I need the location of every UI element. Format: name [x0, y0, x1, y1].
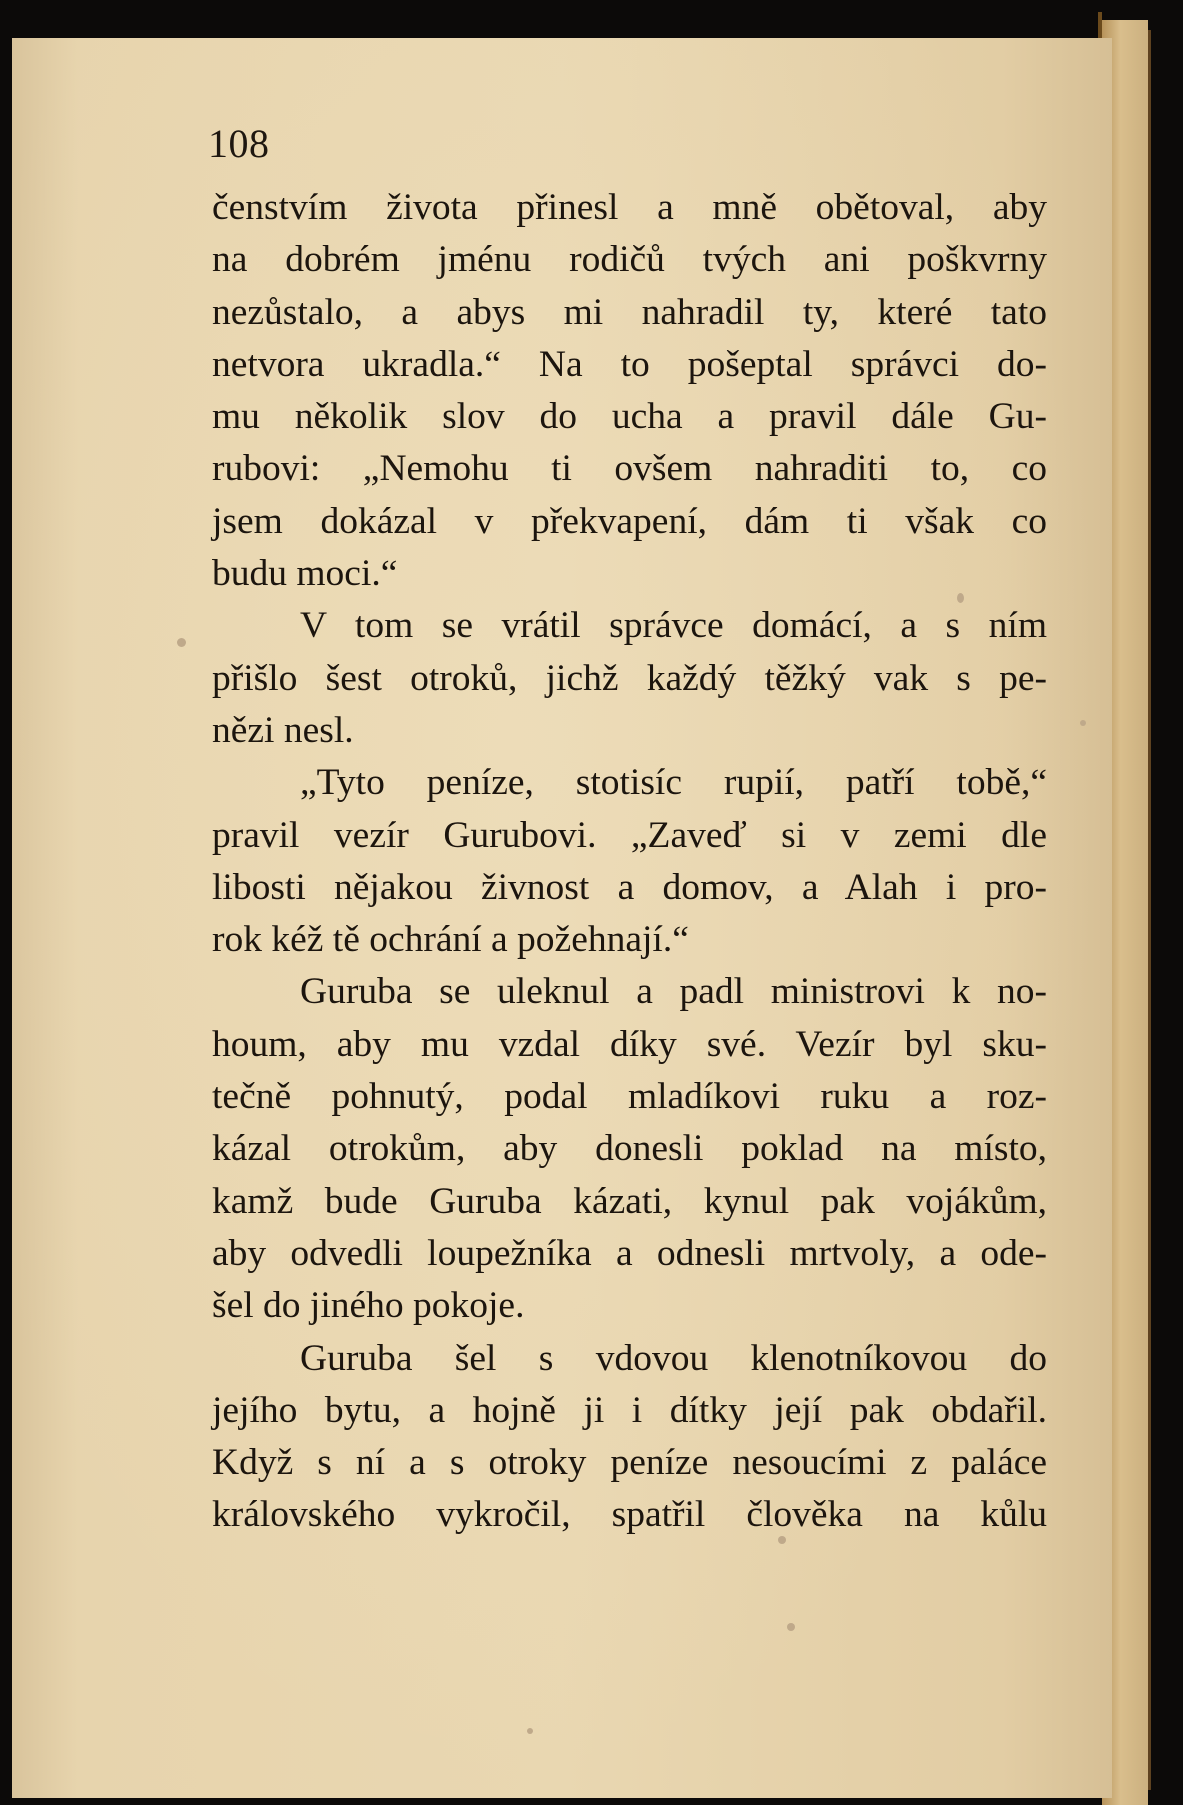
text-line: houm, aby mu vzdal díky své. Vezír byl sku- — [212, 1023, 1047, 1065]
text-line: nezůstalo, a abys mi nahradil ty, které tato — [212, 291, 1047, 333]
text-line: pravil vezír Gurubovi. „Zaveď si v zemi dle — [212, 814, 1047, 856]
text-line: rubovi: „Nemohu ti ovšem nahraditi to, co — [212, 448, 1047, 490]
text-line: jsem dokázal v překvapení, dám ti však co — [212, 500, 1047, 542]
text-line: královského vykročil, spatřil člověka na kůlu — [212, 1494, 1047, 1536]
text-line: kamž bude Guruba kázati, kynul pak vojákům, — [212, 1180, 1047, 1222]
text-line: čenstvím života přinesl a mně obětoval, aby — [212, 187, 1047, 228]
text-line: budu moci.“ — [212, 553, 398, 595]
text-line: Guruba se uleknul a padl ministrovi k no- — [300, 971, 1047, 1013]
paper-speck — [527, 1728, 533, 1734]
body-text — [212, 182, 1047, 1542]
page-number: 108 — [208, 121, 270, 166]
paper-speck — [1080, 720, 1086, 726]
text-line: netvora ukradla.“ Na to pošeptal správci do- — [212, 343, 1047, 385]
paper-speck — [177, 638, 186, 647]
text-line: rok kéž tě ochrání a požehnají.“ — [212, 919, 689, 961]
text-line: na dobrém jménu rodičů tvých ani poškvrny — [212, 239, 1047, 281]
paper-speck — [787, 1623, 795, 1631]
page-gutter-outer — [1148, 30, 1151, 1790]
text-line: V tom se vrátil správce domácí, a s ním — [300, 605, 1047, 647]
text-line: Guruba šel s vdovou klenotníkovou do — [300, 1337, 1047, 1379]
text-line: tečně pohnutý, podal mladíkovi ruku a roz- — [212, 1076, 1047, 1118]
text-line: Když s ní a s otroky peníze nesoucími z paláce — [212, 1442, 1047, 1484]
text-line: „Tyto peníze, stotisíc rupií, patří tobě,“ — [300, 762, 1047, 804]
text-line: přišlo šest otroků, jichž každý těžký vak s pe- — [212, 657, 1047, 699]
text-line: šel do jiného pokoje. — [212, 1285, 525, 1327]
text-line: libosti nějakou živnost a domov, a Alah i pro- — [212, 866, 1047, 908]
text-line: jejího bytu, a hojně ji i dítky její pak obdařil. — [212, 1389, 1047, 1431]
text-line: nězi nesl. — [212, 709, 354, 751]
text-line: mu několik slov do ucha a pravil dále Gu- — [212, 396, 1047, 438]
text-line: aby odvedli loupežníka a odnesli mrtvoly, a ode- — [212, 1232, 1047, 1274]
text-line: kázal otrokům, aby donesli poklad na místo, — [212, 1128, 1047, 1170]
